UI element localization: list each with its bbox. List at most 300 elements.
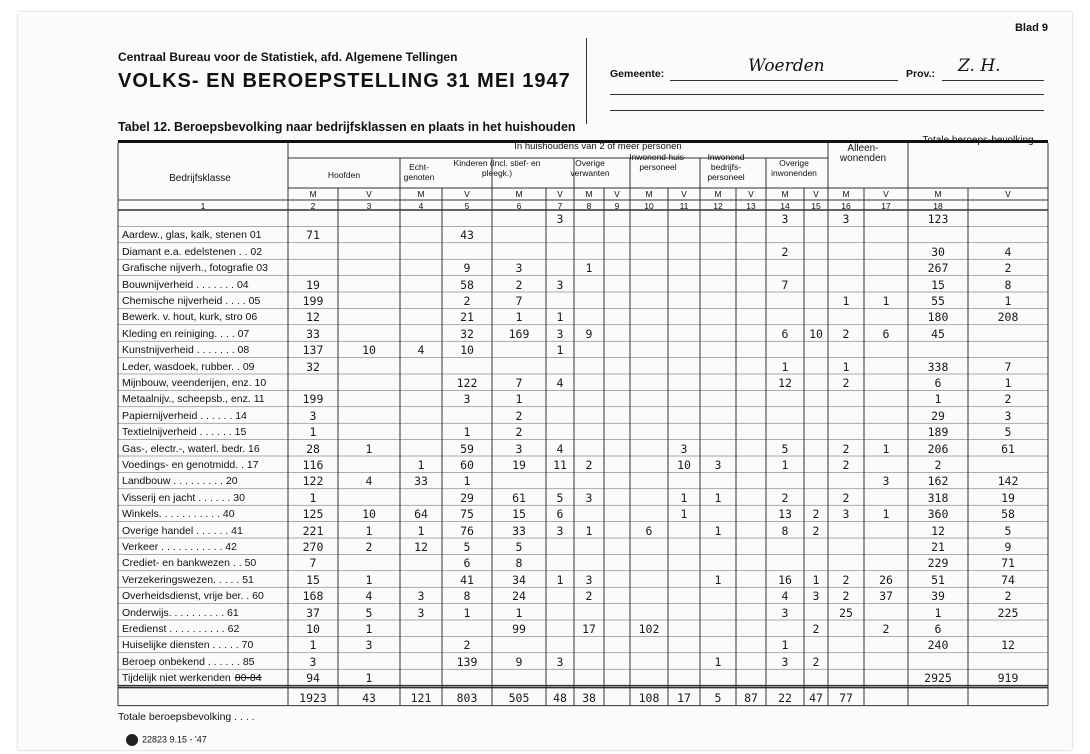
total-cell: 803 bbox=[456, 690, 478, 705]
table-cell: 19 bbox=[306, 277, 320, 292]
table-cell: 39 bbox=[931, 589, 945, 604]
struck-code: 80-84 bbox=[234, 672, 262, 685]
table-cell: 2 bbox=[934, 458, 942, 472]
gemeente-value: Woerden bbox=[748, 56, 825, 76]
mv-label: V bbox=[748, 189, 754, 199]
table-cell: 2 bbox=[781, 490, 789, 505]
table-cell: 16 bbox=[778, 572, 792, 587]
table-cell: 1 bbox=[781, 359, 789, 374]
table-cell: 2925 bbox=[924, 671, 952, 686]
column-number: 18 bbox=[933, 201, 943, 211]
table-cell: 360 bbox=[927, 507, 949, 522]
table-cell: 1 bbox=[714, 523, 722, 538]
table-cell: 94 bbox=[306, 671, 320, 686]
total-cell: 1923 bbox=[299, 690, 327, 705]
row-label: Eredienst . . . . . . . . . . 62 bbox=[122, 623, 240, 635]
table-cell: 1 bbox=[556, 343, 564, 358]
table-title: Tabel 12. Beroepsbevolking naar bedrijfsklassen en plaats in het huishouden bbox=[118, 120, 576, 134]
table-cell: 34 bbox=[512, 572, 526, 587]
header-alleenwonenden: Alleen-wonenden bbox=[839, 143, 887, 164]
column-number: 11 bbox=[679, 201, 689, 211]
table-cell: 8 bbox=[1004, 277, 1012, 292]
column-number: 15 bbox=[811, 201, 821, 211]
column-number: 4 bbox=[418, 201, 424, 211]
table-cell: 1 bbox=[417, 523, 425, 538]
row-label: Huiselijke diensten . . . . . 70 bbox=[122, 639, 254, 652]
table-cell: 4 bbox=[556, 441, 564, 456]
mv-label: V bbox=[883, 189, 889, 199]
table-cell: 169 bbox=[508, 326, 530, 341]
header-inwonend-huis: Inwonend huis-personeel bbox=[629, 152, 687, 172]
table-cell: 5 bbox=[1004, 425, 1012, 440]
prov-value: Z. H. bbox=[958, 56, 1001, 76]
table-cell: 3 bbox=[680, 441, 688, 456]
table-cell: 12 bbox=[306, 310, 320, 325]
table-cell: 7 bbox=[515, 376, 523, 390]
table-cell: 2 bbox=[1004, 589, 1012, 604]
table-cell: 1 bbox=[365, 523, 373, 538]
table-cell: 9 bbox=[463, 261, 471, 276]
table-cell: 26 bbox=[879, 572, 893, 587]
census-title: VOLKS- EN BEROEPSTELLING 31 MEI 1947 bbox=[118, 70, 571, 92]
table-cell: 6 bbox=[934, 622, 942, 636]
mv-label: V bbox=[614, 189, 620, 199]
table-cell: 116 bbox=[302, 458, 324, 472]
total-cell: 87 bbox=[744, 690, 758, 705]
mv-label: M bbox=[515, 189, 523, 199]
mv-label: M bbox=[714, 189, 722, 199]
table-cell: 4 bbox=[556, 376, 564, 390]
table-cell: 270 bbox=[302, 540, 324, 554]
header-echtgenoten: Echt-genoten bbox=[403, 162, 435, 182]
table-cell: 4 bbox=[365, 474, 373, 489]
table-cell: 1 bbox=[365, 622, 373, 636]
table-cell: 1 bbox=[463, 605, 471, 620]
row-label: Aardew., glas, kalk, stenen 01 bbox=[122, 229, 262, 242]
row-label: Gas-, electr.-, waterl. bedr. 16 bbox=[122, 442, 260, 455]
table-cell: 3 bbox=[781, 654, 789, 669]
table-cell: 3 bbox=[309, 408, 317, 423]
table-cell: 17 bbox=[582, 622, 596, 636]
table-cell: 37 bbox=[879, 589, 893, 604]
table-cell: 6 bbox=[556, 507, 564, 522]
table-cell: 1 bbox=[556, 310, 564, 325]
table-cell: 338 bbox=[927, 359, 949, 374]
total-cell: 121 bbox=[410, 690, 432, 705]
table-cell: 1 bbox=[714, 654, 722, 669]
total-cell: 5 bbox=[714, 690, 722, 705]
table-cell: 2 bbox=[842, 458, 850, 472]
table-cell: 2 bbox=[812, 507, 820, 522]
row-label: Papiernijverheid . . . . . . 14 bbox=[122, 409, 247, 422]
column-number: 7 bbox=[557, 201, 563, 211]
row-label: Kunstnijverheid . . . . . . . 08 bbox=[122, 344, 250, 357]
table-cell: 3 bbox=[842, 507, 850, 522]
table-cell: 122 bbox=[456, 376, 478, 390]
table-cell: 2 bbox=[365, 540, 373, 554]
table-cell: 1 bbox=[515, 310, 523, 325]
mv-label: M bbox=[934, 189, 942, 199]
table-cell: 3 bbox=[1004, 408, 1012, 423]
table-cell: 3 bbox=[417, 605, 425, 620]
table-cell: 30 bbox=[931, 244, 945, 259]
form-sheet bbox=[18, 12, 1072, 750]
table-cell: 3 bbox=[556, 326, 564, 341]
table-cell: 267 bbox=[927, 261, 949, 276]
mv-label: M bbox=[309, 189, 317, 199]
column-number: 17 bbox=[881, 201, 891, 211]
table-cell: 60 bbox=[460, 458, 474, 472]
table-cell: 32 bbox=[460, 326, 474, 341]
table-cell: 1 bbox=[842, 294, 850, 308]
column-number: 12 bbox=[713, 201, 723, 211]
table-cell: 2 bbox=[842, 326, 850, 341]
table-cell: 13 bbox=[778, 507, 792, 522]
table-cell: 142 bbox=[997, 474, 1019, 489]
row-label: Visserij en jacht . . . . . . 30 bbox=[122, 491, 245, 504]
table-cell: 3 bbox=[781, 605, 789, 620]
table-cell: 1 bbox=[585, 523, 593, 538]
table-cell: 29 bbox=[931, 408, 945, 423]
table-cell: 37 bbox=[306, 605, 320, 620]
table-cell: 137 bbox=[302, 343, 324, 358]
row-label: Verzekeringswezen. . . . . 51 bbox=[122, 573, 254, 586]
totals-label: Totale beroepsbevolking . . . . bbox=[118, 711, 255, 723]
table-cell: 3 bbox=[556, 523, 564, 538]
mv-label: V bbox=[813, 189, 819, 199]
table-cell: 32 bbox=[306, 359, 320, 374]
table-cell: 10 bbox=[362, 507, 376, 522]
table-cell: 1 bbox=[680, 490, 688, 505]
column-number: 14 bbox=[780, 201, 790, 211]
table-cell: 1 bbox=[309, 425, 317, 440]
table-cell: 2 bbox=[515, 408, 523, 423]
column-number: 1 bbox=[200, 201, 206, 211]
mv-label: V bbox=[681, 189, 687, 199]
table-cell: 55 bbox=[931, 294, 945, 308]
table-cell: 43 bbox=[460, 228, 474, 243]
table-cell: 2 bbox=[812, 523, 820, 538]
table-cell: 21 bbox=[460, 310, 474, 325]
table-cell: 41 bbox=[460, 572, 474, 587]
table-cell: 2 bbox=[585, 458, 593, 472]
table-cell: 1 bbox=[1004, 376, 1012, 390]
table-cell: 5 bbox=[556, 490, 564, 505]
table-cell: 61 bbox=[1001, 441, 1015, 456]
row-label: Tijdelijk niet werkenden 80-84 bbox=[122, 672, 262, 685]
table-cell: 3 bbox=[556, 212, 564, 226]
mv-label: V bbox=[366, 189, 372, 199]
table-cell: 1 bbox=[842, 359, 850, 374]
table-cell: 2 bbox=[1004, 392, 1012, 407]
table-cell: 1 bbox=[781, 458, 789, 472]
table-cell: 3 bbox=[515, 261, 523, 276]
total-cell: 43 bbox=[362, 690, 376, 705]
table-cell: 1 bbox=[309, 490, 317, 505]
row-label: Overige handel . . . . . . 41 bbox=[122, 524, 243, 537]
table-cell: 1 bbox=[515, 605, 523, 620]
table-cell: 15 bbox=[306, 572, 320, 587]
column-number: 16 bbox=[841, 201, 851, 211]
table-cell: 7 bbox=[1004, 359, 1012, 374]
mv-label: V bbox=[1005, 189, 1011, 199]
table-cell: 2 bbox=[842, 572, 850, 587]
table-cell: 3 bbox=[882, 474, 890, 489]
table-cell: 1 bbox=[714, 572, 722, 587]
total-cell: 77 bbox=[839, 690, 853, 705]
total-cell: 38 bbox=[582, 690, 596, 705]
column-number: 13 bbox=[746, 201, 756, 211]
table-cell: 71 bbox=[1001, 556, 1015, 571]
table-cell: 3 bbox=[515, 441, 523, 456]
table-cell: 24 bbox=[512, 589, 526, 604]
table-cell: 3 bbox=[365, 638, 373, 653]
mv-label: M bbox=[645, 189, 653, 199]
table-cell: 64 bbox=[414, 507, 428, 522]
table-cell: 1 bbox=[812, 572, 820, 587]
total-cell: 17 bbox=[677, 690, 691, 705]
table-cell: 206 bbox=[927, 441, 949, 456]
table-cell: 71 bbox=[306, 228, 320, 243]
table-cell: 19 bbox=[1001, 490, 1015, 505]
mv-label: M bbox=[585, 189, 593, 199]
footer-text: 22823 9.15 - '47 bbox=[142, 734, 207, 745]
table-cell: 2 bbox=[463, 294, 471, 308]
table-cell: 74 bbox=[1001, 572, 1015, 587]
row-label: Textielnijverheid . . . . . . 15 bbox=[122, 426, 247, 439]
table-cell: 5 bbox=[365, 605, 373, 620]
table-cell: 4 bbox=[365, 589, 373, 604]
table-cell: 3 bbox=[309, 654, 317, 669]
table-cell: 1 bbox=[365, 441, 373, 456]
table-cell: 9 bbox=[1004, 540, 1012, 554]
table-cell: 2 bbox=[812, 622, 820, 636]
table-cell: 3 bbox=[714, 458, 722, 472]
table-cell: 123 bbox=[927, 212, 949, 226]
header-huishoudens: In huishoudens van 2 of meer personen bbox=[514, 141, 682, 152]
row-label: Mijnbouw, veenderijen, enz. 10 bbox=[122, 377, 267, 389]
table-cell: 10 bbox=[809, 326, 823, 341]
table-cell: 6 bbox=[781, 326, 789, 341]
column-number: 5 bbox=[464, 201, 470, 211]
table-cell: 8 bbox=[515, 556, 523, 571]
table-cell: 2 bbox=[1004, 261, 1012, 276]
table-cell: 199 bbox=[302, 294, 324, 308]
table-cell: 180 bbox=[927, 310, 949, 325]
table-cell: 4 bbox=[1004, 244, 1012, 259]
column-number: 9 bbox=[614, 201, 620, 211]
table-cell: 1 bbox=[556, 572, 564, 587]
total-cell: 505 bbox=[508, 690, 530, 705]
table-cell: 45 bbox=[931, 326, 945, 341]
table-cell: 240 bbox=[927, 638, 949, 653]
table-cell: 6 bbox=[882, 326, 890, 341]
table-cell: 1 bbox=[365, 572, 373, 587]
table-cell: 2 bbox=[585, 589, 593, 604]
table-cell: 3 bbox=[556, 277, 564, 292]
table-cell: 5 bbox=[515, 540, 523, 554]
table-cell: 168 bbox=[302, 589, 324, 604]
row-label: Leder, wasdoek, rubber. . 09 bbox=[122, 360, 255, 373]
header-kinderen: Kinderen (incl. stief- en pleegk.) bbox=[453, 158, 541, 178]
table-cell: 229 bbox=[927, 556, 949, 571]
table-cell: 1 bbox=[882, 507, 890, 522]
row-label: Winkels. . . . . . . . . . . 40 bbox=[122, 508, 235, 521]
table-cell: 1 bbox=[417, 458, 425, 472]
table-cell: 3 bbox=[463, 392, 471, 407]
row-label: Overheidsdienst, vrije ber. . 60 bbox=[122, 590, 264, 603]
table-cell: 1 bbox=[463, 425, 471, 440]
total-cell: 47 bbox=[809, 690, 823, 705]
table-cell: 5 bbox=[1004, 523, 1012, 538]
table-cell: 3 bbox=[556, 654, 564, 669]
table-cell: 33 bbox=[414, 474, 428, 489]
total-cell: 108 bbox=[638, 690, 660, 705]
table-cell: 75 bbox=[460, 507, 474, 522]
table-cell: 9 bbox=[515, 654, 523, 669]
header-bedrijfsklasse: Bedrijfsklasse bbox=[169, 173, 231, 184]
table-cell: 15 bbox=[512, 507, 526, 522]
table-cell: 2 bbox=[842, 490, 850, 505]
row-label: Onderwijs. . . . . . . . . . 61 bbox=[122, 606, 239, 619]
table-cell: 199 bbox=[302, 392, 324, 407]
table-cell: 10 bbox=[460, 343, 474, 358]
row-label: Bouwnijverheid . . . . . . . 04 bbox=[122, 278, 249, 291]
row-label: Grafische nijverh., fotografie 03 bbox=[122, 262, 268, 275]
column-number: 3 bbox=[366, 201, 372, 211]
table-cell: 1 bbox=[585, 261, 593, 276]
table-cell: 1 bbox=[515, 392, 523, 407]
table-cell: 7 bbox=[781, 277, 789, 292]
mv-label: M bbox=[417, 189, 425, 199]
table-cell: 2 bbox=[842, 376, 850, 390]
table-cell: 12 bbox=[1001, 638, 1015, 653]
table-cell: 3 bbox=[585, 490, 593, 505]
table-cell: 139 bbox=[456, 654, 478, 669]
row-label: Verkeer . . . . . . . . . . . 42 bbox=[122, 541, 237, 553]
table-cell: 221 bbox=[302, 523, 324, 538]
table-cell: 25 bbox=[839, 605, 853, 620]
table-cell: 99 bbox=[512, 622, 526, 636]
table-cell: 33 bbox=[306, 326, 320, 341]
table-cell: 1 bbox=[365, 671, 373, 686]
row-label: Beroep onbekend . . . . . . 85 bbox=[122, 655, 255, 668]
table-cell: 3 bbox=[417, 589, 425, 604]
table-cell: 61 bbox=[512, 490, 526, 505]
table-cell: 919 bbox=[997, 671, 1019, 686]
table-cell: 2 bbox=[515, 425, 523, 440]
mv-label: V bbox=[557, 189, 563, 199]
table-cell: 21 bbox=[931, 540, 945, 554]
table-cell: 122 bbox=[302, 474, 324, 489]
table-cell: 19 bbox=[512, 458, 526, 472]
table-cell: 12 bbox=[931, 523, 945, 538]
table-cell: 29 bbox=[460, 490, 474, 505]
table-cell: 3 bbox=[842, 212, 850, 226]
table-cell: 1 bbox=[934, 605, 942, 620]
table-cell: 125 bbox=[302, 507, 324, 522]
table-cell: 9 bbox=[585, 326, 593, 341]
table-cell: 2 bbox=[812, 654, 820, 669]
table-cell: 2 bbox=[882, 622, 890, 636]
table-cell: 7 bbox=[309, 556, 317, 571]
header-overige-verwanten: Overige verwanten bbox=[570, 158, 610, 178]
row-label: Landbouw . . . . . . . . . 20 bbox=[122, 475, 238, 488]
total-cell: 48 bbox=[553, 690, 567, 705]
table-cell: 3 bbox=[585, 572, 593, 587]
table-cell: 12 bbox=[778, 376, 792, 390]
table-cell: 189 bbox=[927, 425, 949, 440]
table-cell: 1 bbox=[882, 294, 890, 308]
mv-label: M bbox=[781, 189, 789, 199]
prov-label: Prov.: bbox=[906, 68, 935, 80]
table-cell: 4 bbox=[417, 343, 425, 358]
mv-label: M bbox=[842, 189, 850, 199]
table-cell: 1 bbox=[1004, 294, 1012, 308]
table-cell: 225 bbox=[997, 605, 1019, 620]
table-cell: 58 bbox=[460, 277, 474, 292]
table-cell: 3 bbox=[781, 212, 789, 226]
row-label: Crediet- en bankwezen . . 50 bbox=[122, 557, 257, 570]
table-cell: 8 bbox=[463, 589, 471, 604]
table-cell: 10 bbox=[677, 458, 691, 472]
table-cell: 10 bbox=[306, 622, 320, 636]
table-cell: 8 bbox=[781, 523, 789, 538]
table-cell: 1 bbox=[882, 441, 890, 456]
table-cell: 5 bbox=[781, 441, 789, 456]
row-label: Kleding en reiniging. . . . 07 bbox=[122, 327, 250, 340]
row-label: Voedings- en genotmidd. . 17 bbox=[122, 459, 259, 471]
table-cell: 3 bbox=[812, 589, 820, 604]
header-inwonend-bedrijf: Inwonend bedrijfs-personeel bbox=[707, 152, 745, 182]
table-cell: 318 bbox=[927, 490, 949, 505]
column-number: 8 bbox=[586, 201, 592, 211]
table-cell: 12 bbox=[414, 540, 428, 554]
table-cell: 1 bbox=[680, 507, 688, 522]
table-cell: 1 bbox=[309, 638, 317, 653]
table-cell: 2 bbox=[842, 589, 850, 604]
table-cell: 2 bbox=[463, 638, 471, 653]
column-number: 2 bbox=[310, 201, 316, 211]
row-label: Chemische nijverheid . . . . 05 bbox=[122, 295, 261, 307]
gemeente-label: Gemeente: bbox=[610, 68, 665, 80]
column-number: 6 bbox=[516, 201, 522, 211]
row-label: Bewerk. v. hout, kurk, stro 06 bbox=[122, 311, 258, 324]
column-number: 10 bbox=[644, 201, 654, 211]
table-cell: 59 bbox=[460, 441, 474, 456]
footer-print-code bbox=[126, 734, 207, 746]
table-cell: 162 bbox=[927, 474, 949, 489]
row-label: Diamant e.a. edelstenen . . 02 bbox=[122, 245, 263, 258]
table-cell: 102 bbox=[638, 622, 660, 636]
table-cell: 10 bbox=[362, 343, 376, 358]
table-cell: 2 bbox=[842, 441, 850, 456]
table-cell: 15 bbox=[931, 277, 945, 292]
header-overige-inwonenden: Overige inwonenden bbox=[771, 158, 817, 178]
table-cell: 4 bbox=[781, 589, 789, 604]
header-totale: Totale beroeps-bevolking bbox=[922, 135, 1034, 146]
table-cell: 11 bbox=[553, 458, 567, 472]
header-hoofden: Hoofden bbox=[327, 170, 361, 180]
mv-label: V bbox=[464, 189, 470, 199]
table-cell: 76 bbox=[460, 523, 474, 538]
table-cell: 1 bbox=[934, 392, 942, 407]
table-cell: 6 bbox=[645, 523, 653, 538]
printer-seal-icon bbox=[126, 734, 138, 746]
table-cell: 208 bbox=[997, 310, 1019, 325]
row-label: Metaalnijv., scheepsb., enz. 11 bbox=[122, 393, 265, 406]
table-cell: 6 bbox=[463, 556, 471, 571]
